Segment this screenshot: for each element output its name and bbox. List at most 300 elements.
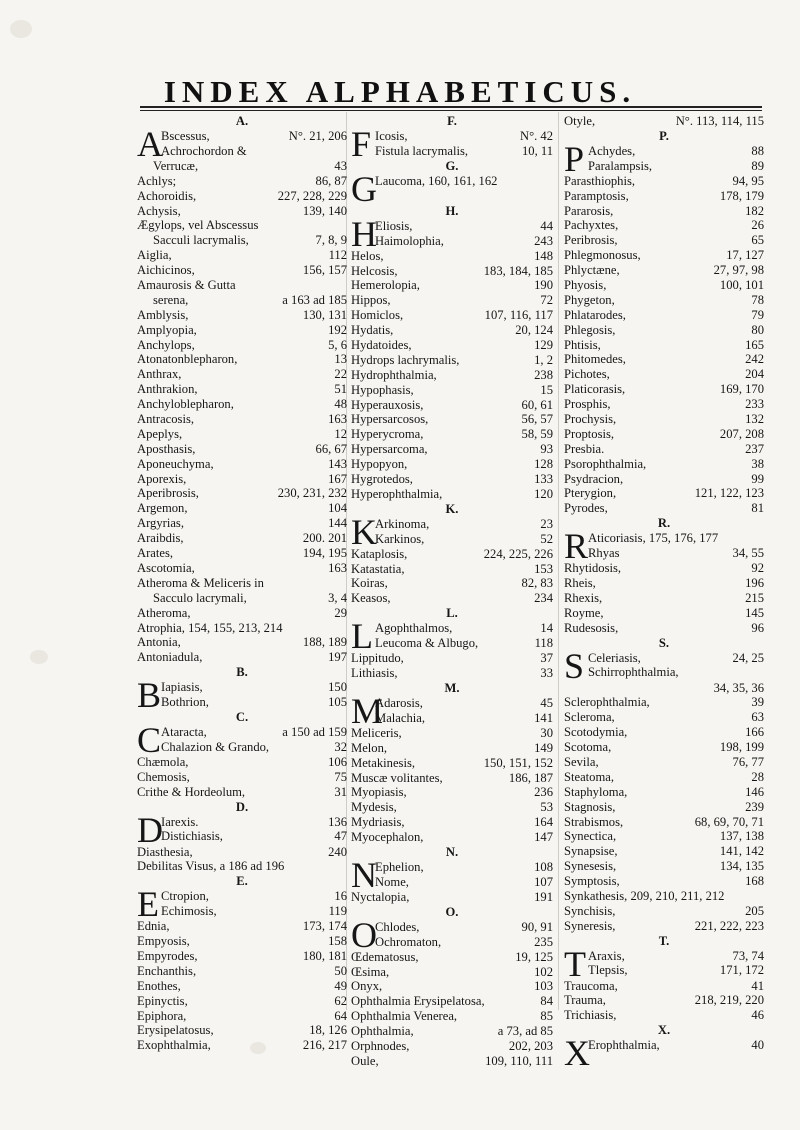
index-entry — [137, 934, 347, 949]
entry-term: Argyrias, — [137, 516, 184, 531]
entry-pages: 56, 57 — [521, 412, 553, 427]
entry-pages: 166 — [745, 725, 764, 740]
entry-pages: 107, 116, 117 — [484, 308, 553, 323]
index-entry — [588, 651, 764, 666]
entry-pages: 19, 125 — [515, 949, 553, 964]
title-rule — [140, 106, 762, 111]
entry-pages: 62 — [334, 993, 347, 1008]
entry-term: serena, — [153, 292, 189, 307]
index-entry — [137, 859, 347, 874]
index-entry — [564, 412, 764, 427]
entry-term: Achlys; — [137, 173, 177, 188]
entry-pages: 38 — [751, 456, 764, 471]
index-entry — [137, 606, 347, 621]
entry-pages: 173, 174 — [302, 919, 347, 934]
index-entry — [137, 248, 347, 263]
entry-term: Œdematosus, — [351, 949, 419, 964]
entry-term: Phlyctæne, — [564, 263, 620, 278]
index-entry — [564, 293, 764, 308]
index-entry — [564, 740, 764, 755]
index-entry — [564, 174, 764, 189]
entry-term: Arates, — [137, 546, 174, 561]
index-entry — [564, 606, 764, 621]
entry-term: Hyperophthalmia, — [351, 486, 443, 501]
entry-term: Anchyloblepharon, — [137, 397, 234, 412]
index-entry — [564, 829, 764, 844]
drop-cap-letter: L — [351, 616, 373, 657]
entry-pages: 72 — [540, 293, 553, 308]
letter-heading: N. — [445, 844, 459, 859]
index-entry — [351, 1009, 553, 1024]
entry-pages: 145 — [745, 605, 764, 620]
index-entry — [564, 397, 764, 412]
entry-pages: 49 — [334, 978, 347, 993]
drop-cap-letter: C — [137, 719, 162, 760]
drop-cap-entry — [137, 719, 347, 760]
index-entry — [137, 770, 347, 785]
index-entry — [351, 785, 553, 800]
index-entry — [161, 695, 347, 710]
entry-pages: 136 — [328, 814, 347, 829]
entry-pages: 58, 59 — [521, 427, 553, 442]
index-entry — [588, 531, 764, 546]
entry-pages: 129 — [534, 338, 553, 353]
index-entry — [375, 219, 553, 234]
section-heading — [351, 905, 553, 920]
section-heading — [351, 114, 553, 129]
entry-term: Aponeuchyma, — [137, 456, 214, 471]
entry-term: Symptosis, — [564, 874, 620, 889]
entry-term: Platicorasis, — [564, 382, 626, 397]
drop-cap-entry — [137, 675, 347, 716]
entry-pages: 158 — [328, 934, 347, 949]
drop-cap-entry — [351, 213, 553, 254]
index-entry — [137, 472, 347, 487]
letter-heading: O. — [445, 904, 459, 919]
entry-term: Amaurosis & Gutta — [137, 278, 236, 293]
entry-pages: 39 — [751, 695, 764, 710]
index-entry — [564, 427, 764, 442]
entry-term: Rheis, — [564, 576, 596, 591]
index-entry — [161, 815, 347, 830]
entry-pages: 1, 2 — [534, 352, 553, 367]
entry-pages: 34, 35, 36 — [713, 680, 764, 695]
entry-pages: 182 — [745, 203, 764, 218]
entry-pages: 108 — [534, 859, 553, 874]
entry-term: Diasthesia, — [137, 844, 193, 859]
index-entry — [351, 487, 553, 502]
index-entry — [351, 562, 553, 577]
entry-term: Aiglia, — [137, 248, 172, 263]
index-entry — [564, 993, 764, 1008]
entry-pages: 23 — [540, 516, 553, 531]
entry-pages: 132 — [745, 412, 764, 427]
index-entry — [137, 204, 347, 219]
entry-term: Empyosis, — [137, 934, 190, 949]
entry-pages: 200. 201 — [302, 531, 347, 546]
index-entry — [564, 889, 764, 904]
entry-term: Staphyloma, — [564, 784, 628, 799]
drop-cap-lines — [161, 815, 347, 845]
drop-cap-letter: P — [564, 138, 585, 179]
entry-pages: 7, 8, 9 — [315, 233, 347, 248]
entry-term: Sacculi lacrymalis, — [153, 233, 249, 248]
letter-heading: D. — [235, 799, 249, 814]
index-entry — [137, 755, 347, 770]
drop-cap-lines — [588, 949, 764, 979]
index-entry — [564, 800, 764, 815]
index-entry — [588, 144, 764, 159]
index-entry — [564, 919, 764, 934]
entry-pages: 105 — [328, 694, 347, 709]
index-entry — [564, 501, 764, 516]
entry-term: Enothes, — [137, 978, 181, 993]
index-entry — [351, 666, 553, 681]
index-entry — [564, 874, 764, 889]
entry-term: Ctropion, — [161, 889, 209, 904]
index-entry — [351, 726, 553, 741]
entry-pages: 20, 124 — [515, 323, 553, 338]
drop-cap-letter: B — [137, 675, 162, 716]
index-entry — [137, 457, 347, 472]
entry-pages: 197 — [328, 650, 347, 665]
entry-term: Exophthalmia, — [137, 1038, 211, 1053]
entry-term: Karkinos, — [375, 531, 425, 546]
entry-term: Phyosis, — [564, 278, 607, 293]
entry-term: Distichiasis, — [161, 829, 223, 844]
entry-pages: 238 — [534, 367, 553, 382]
drop-cap-lines — [588, 531, 764, 561]
entry-term: Synchisis, — [564, 903, 616, 918]
index-entry — [351, 830, 553, 845]
entry-pages: 10, 11 — [521, 143, 553, 158]
entry-term: Ophthalmia Venerea, — [351, 1009, 458, 1024]
entry-term: Achydes, — [588, 143, 636, 158]
index-entry — [351, 338, 553, 353]
index-entry — [137, 218, 347, 233]
entry-pages: 143 — [328, 456, 347, 471]
drop-cap-letter: H — [351, 213, 377, 254]
entry-term: Pichotes, — [564, 367, 610, 382]
drop-cap-letter: N — [351, 854, 377, 895]
entry-pages: 94, 95 — [732, 173, 764, 188]
entry-term: Aposthasis, — [137, 441, 196, 456]
index-entry — [564, 576, 764, 591]
entry-pages: 106 — [328, 754, 347, 769]
index-entry — [137, 994, 347, 1009]
index-entry — [351, 308, 553, 323]
index-entry — [351, 1054, 553, 1069]
entry-term: Kataplosis, — [351, 546, 408, 561]
entry-pages: 81 — [751, 501, 764, 516]
entry-term: Katastatia, — [351, 561, 405, 576]
entry-pages: 207, 208 — [719, 426, 764, 441]
index-entry — [137, 189, 347, 204]
entry-pages: 85 — [540, 1009, 553, 1024]
index-entry — [351, 591, 553, 606]
index-entry — [564, 904, 764, 919]
drop-cap-lines — [375, 174, 553, 189]
entry-term: Schirrophthalmia, — [588, 665, 679, 680]
entry-term: Sevila, — [564, 754, 599, 769]
entry-term: Scleroma, — [564, 710, 615, 725]
index-entry — [137, 338, 347, 353]
drop-cap-lines — [161, 129, 347, 159]
index-entry — [564, 859, 764, 874]
section-heading — [564, 1023, 764, 1038]
entry-term: Celeriasis, — [588, 650, 641, 665]
entry-term: Iarexis. — [161, 814, 199, 829]
entry-pages: 233 — [745, 397, 764, 412]
section-heading — [564, 516, 764, 531]
entry-term: Atheroma, — [137, 605, 191, 620]
entry-term: Ægylops, vel Abscessus — [137, 218, 259, 233]
index-entry — [351, 457, 553, 472]
entry-pages: 30 — [540, 725, 553, 740]
entry-term: Ophthalmia Erysipelatosa, — [351, 994, 485, 1009]
entry-term: Hydrops lachrymalis, — [351, 352, 460, 367]
entry-term: Ascotomia, — [137, 560, 195, 575]
entry-pages: 137, 138 — [719, 829, 764, 844]
entry-pages: 215 — [745, 590, 764, 605]
entry-term: Syneresis, — [564, 918, 616, 933]
page-title: INDEX ALPHABETICUS. — [163, 74, 637, 109]
entry-term: Chemosis, — [137, 769, 190, 784]
entry-pages: 51 — [334, 382, 347, 397]
index-entry — [137, 621, 347, 636]
entry-term: Lithiasis, — [351, 666, 398, 681]
entry-pages: 150, 151, 152 — [483, 755, 553, 770]
entry-pages: 192 — [328, 322, 347, 337]
index-entry — [564, 486, 764, 501]
entry-term: Ednia, — [137, 919, 170, 934]
entry-term: Scotoma, — [564, 740, 612, 755]
index-entry — [351, 741, 553, 756]
entry-term: Nome, — [375, 874, 409, 889]
entry-term: Hygrotedos, — [351, 472, 413, 487]
index-entry — [137, 1023, 347, 1038]
entry-pages: 88 — [751, 143, 764, 158]
entry-pages: 82, 83 — [521, 576, 553, 591]
entry-term: Paramptosis, — [564, 188, 629, 203]
entry-pages: 41 — [751, 978, 764, 993]
entry-term: Pyrodes, — [564, 501, 608, 516]
entry-term: Phlatarodes, — [564, 307, 626, 322]
entry-pages: 156, 157 — [302, 263, 347, 278]
drop-cap-letter: D — [137, 809, 163, 850]
section-heading — [351, 845, 553, 860]
drop-cap-lines — [161, 889, 347, 919]
index-entry — [564, 189, 764, 204]
entry-pages: 27, 97, 98 — [713, 263, 764, 278]
index-entry — [351, 576, 553, 591]
index-column-2 — [351, 114, 553, 1069]
entry-pages: 33 — [540, 666, 553, 681]
entry-term: Prosphis, — [564, 397, 611, 412]
entry-pages: 84 — [540, 994, 553, 1009]
index-entry — [137, 1038, 347, 1053]
index-entry — [375, 532, 553, 547]
entry-pages: 128 — [534, 457, 553, 472]
entry-pages: 186, 187 — [508, 770, 553, 785]
entry-pages: 141 — [534, 710, 553, 725]
index-entry — [137, 174, 347, 189]
entry-pages: 235 — [534, 934, 553, 949]
entry-term: Chæmola, — [137, 754, 189, 769]
index-entry — [564, 755, 764, 770]
index-entry — [137, 591, 347, 606]
entry-pages: 76, 77 — [732, 754, 764, 769]
entry-pages: 198, 199 — [719, 740, 764, 755]
index-entry — [351, 278, 553, 293]
entry-pages: 216, 217 — [302, 1038, 347, 1053]
entry-pages: 204 — [745, 367, 764, 382]
drop-cap-letter: T — [564, 943, 586, 984]
drop-cap-letter: M — [351, 690, 384, 731]
entry-pages: 43 — [334, 158, 347, 173]
entry-pages: 16 — [334, 889, 347, 904]
drop-cap-letter: X — [564, 1033, 590, 1074]
index-entry — [375, 875, 553, 890]
index-entry — [137, 785, 347, 800]
entry-pages: 239 — [745, 799, 764, 814]
entry-term: Synectica, — [564, 829, 617, 844]
drop-cap-entry — [351, 123, 553, 164]
entry-pages: 168 — [745, 874, 764, 889]
entry-pages: 13 — [334, 352, 347, 367]
index-entry — [137, 308, 347, 323]
entry-term: Presbia. — [564, 441, 605, 456]
drop-cap-letter: F — [351, 123, 372, 164]
entry-term: Hydrophthalmia, — [351, 367, 437, 382]
entry-pages: 121, 122, 123 — [694, 486, 764, 501]
entry-pages: 202, 203 — [508, 1038, 553, 1053]
entry-term: Atheroma & Meliceris in — [137, 575, 264, 590]
index-entry — [564, 844, 764, 859]
entry-term: Enchanthis, — [137, 963, 197, 978]
entry-pages: 196 — [745, 576, 764, 591]
drop-cap-lines — [588, 144, 764, 174]
drop-cap-lines — [161, 680, 347, 710]
entry-term: Otyle, — [564, 114, 596, 128]
entry-term: Achoroidis, — [137, 188, 197, 203]
index-entry — [137, 233, 347, 248]
entry-term: Achrochordon & — [161, 143, 247, 158]
entry-term: Malachia, — [375, 710, 425, 725]
index-entry — [375, 129, 553, 144]
index-entry — [375, 920, 553, 935]
entry-term: Anthrax, — [137, 367, 182, 382]
letter-heading: F. — [447, 114, 457, 128]
entry-term: Synapsise, — [564, 844, 618, 859]
entry-term: Hyperycroma, — [351, 427, 424, 442]
entry-pages: 139, 140 — [302, 203, 347, 218]
entry-pages: 3, 4 — [328, 590, 347, 605]
entry-term: Mydriasis, — [351, 815, 405, 830]
entry-pages: 50 — [334, 963, 347, 978]
drop-cap-lines — [588, 651, 764, 681]
drop-cap-lines — [375, 860, 553, 890]
entry-term: Œsima, — [351, 964, 390, 979]
entry-term: Pararosis, — [564, 203, 614, 218]
entry-pages: 183, 184, 185 — [483, 263, 553, 278]
index-entry — [588, 546, 764, 561]
entry-term: Peribrosis, — [564, 233, 618, 248]
letter-heading: S. — [658, 635, 670, 650]
entry-pages: 26 — [751, 218, 764, 233]
entry-pages: 234 — [534, 591, 553, 606]
entry-pages: 218, 219, 220 — [694, 993, 764, 1008]
entry-term: Royme, — [564, 605, 604, 620]
drop-cap-entry — [351, 511, 553, 552]
entry-pages: 45 — [540, 695, 553, 710]
entry-pages: 34, 55 — [732, 546, 764, 561]
entry-term: Adarosis, — [375, 695, 423, 710]
index-entry — [564, 710, 764, 725]
entry-pages: 15 — [540, 382, 553, 397]
entry-term: Pachyxtes, — [564, 218, 619, 233]
entry-pages: 227, 228, 229 — [277, 188, 347, 203]
index-entry — [375, 696, 553, 711]
entry-term: Traucoma, — [564, 978, 618, 993]
index-entry — [351, 979, 553, 994]
entry-term: Psydracion, — [564, 471, 624, 486]
drop-cap-lines — [375, 920, 553, 950]
index-entry — [564, 591, 764, 606]
index-entry — [351, 472, 553, 487]
entry-pages: 242 — [745, 352, 764, 367]
index-entry — [564, 472, 764, 487]
entry-pages: 93 — [540, 442, 553, 457]
letter-heading: A. — [235, 114, 249, 128]
index-entry — [564, 367, 764, 382]
entry-pages: 224, 225, 226 — [483, 546, 553, 561]
entry-pages: 96 — [751, 620, 764, 635]
entry-term: Orphnodes, — [351, 1038, 410, 1053]
entry-pages: 63 — [751, 710, 764, 725]
index-entry — [588, 963, 764, 978]
index-entry — [564, 979, 764, 994]
letter-heading: K. — [445, 501, 459, 516]
entry-term: Eliosis, — [375, 218, 413, 233]
entry-pages: 79 — [751, 307, 764, 322]
letter-heading: T. — [658, 933, 670, 948]
drop-cap-entry — [564, 645, 764, 686]
entry-term: Aichicinos, — [137, 263, 195, 278]
entry-pages: 75 — [334, 769, 347, 784]
entry-term: Crithe & Hordeolum, — [137, 784, 246, 799]
entry-term: Araxis, — [588, 948, 625, 963]
entry-term: Erophthalmia, — [588, 1038, 660, 1053]
entry-term: Arkinoma, — [375, 516, 430, 531]
entry-pages: 78 — [751, 292, 764, 307]
entry-pages: 144 — [328, 516, 347, 531]
section-heading — [137, 665, 347, 680]
entry-pages: 40 — [751, 1038, 764, 1053]
section-heading — [564, 636, 764, 651]
index-entry — [351, 383, 553, 398]
entry-term: Lippitudo, — [351, 651, 404, 666]
entry-pages: 205 — [745, 903, 764, 918]
entry-pages: 14 — [540, 621, 553, 636]
entry-term: Koiras, — [351, 576, 388, 591]
index-entry — [564, 218, 764, 233]
drop-cap-lines — [375, 129, 553, 159]
entry-term: Erysipelatosus, — [137, 1023, 214, 1038]
index-entry — [351, 293, 553, 308]
index-entry — [564, 233, 764, 248]
entry-term: Empyrodes, — [137, 948, 198, 963]
